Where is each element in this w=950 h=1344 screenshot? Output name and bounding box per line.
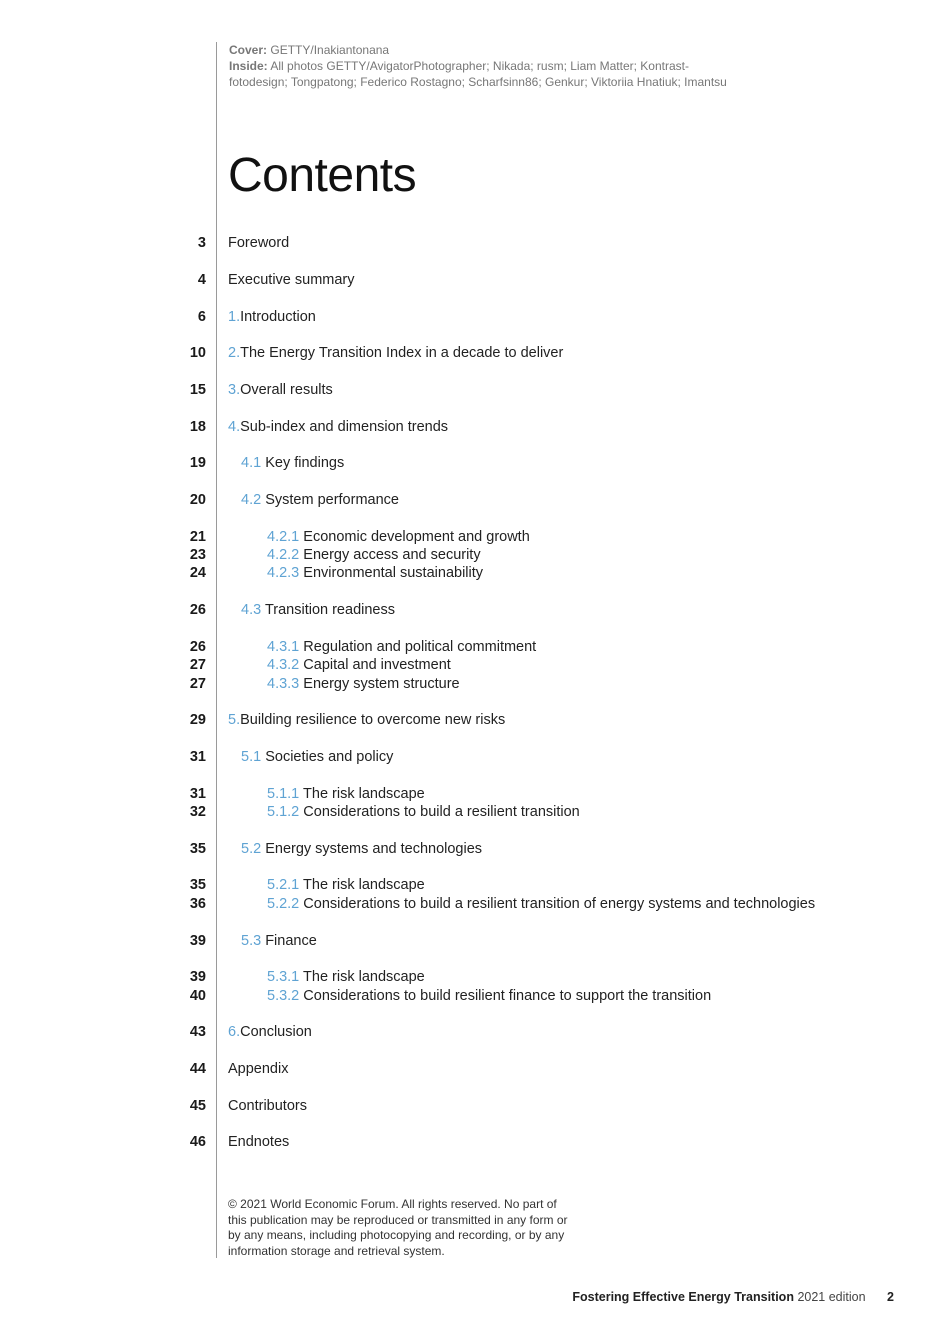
toc-row[interactable]	[0, 453, 950, 473]
toc-section-title: Transition readiness	[264, 602, 395, 618]
toc-row[interactable]	[0, 655, 950, 675]
toc-entry[interactable]	[241, 931, 317, 951]
toc-row[interactable]	[0, 417, 950, 437]
toc-page-number: 44	[189, 1061, 206, 1077]
toc-entry[interactable]	[267, 784, 425, 804]
toc-row[interactable]	[0, 784, 950, 804]
toc-row[interactable]	[0, 637, 950, 657]
toc-row[interactable]	[0, 747, 950, 767]
toc-page-number: 27	[189, 676, 206, 692]
toc-section-title: Energy access and security	[303, 547, 481, 563]
toc-section-title: Finance	[265, 933, 317, 949]
toc-section-number: 2.	[228, 345, 241, 361]
toc-row[interactable]	[0, 967, 950, 987]
toc-section-title: Executive summary	[228, 272, 355, 288]
toc-page-number: 24	[189, 565, 206, 581]
cover-credit-text: GETTY/Inakiantonana	[270, 43, 390, 57]
toc-page-number: 26	[189, 639, 206, 655]
toc-section-title: The risk landscape	[303, 786, 425, 802]
toc-page-number: 43	[189, 1024, 206, 1040]
inside-credit-text-line-2: fotodesign; Tongpatong; Federico Rostagno; Scharfsinn86; Genkur; Viktoriia Hnatiuk; Imantsu	[229, 75, 727, 89]
toc-section-number: 5.3.2	[267, 988, 300, 1004]
toc-entry[interactable]	[267, 967, 425, 987]
toc-section-number: 4.3.1	[267, 639, 300, 655]
toc-page-number: 3	[197, 235, 206, 251]
footer-page-number: 2	[887, 1290, 894, 1304]
toc-section-number: 5.1	[241, 749, 262, 765]
toc-entry[interactable]	[267, 674, 460, 694]
toc-entry[interactable]	[267, 894, 815, 914]
toc-page-number: 18	[189, 419, 206, 435]
toc-entry[interactable]	[228, 233, 289, 253]
toc-page-number: 20	[189, 492, 206, 508]
toc-page-number: 36	[189, 896, 206, 912]
toc-row[interactable]	[0, 931, 950, 951]
toc-entry[interactable]	[228, 1096, 307, 1116]
toc-page-number: 29	[189, 712, 206, 728]
toc-section-number: 4.2	[241, 492, 262, 508]
toc-section-title: Conclusion	[240, 1024, 312, 1040]
toc-section-title: Societies and policy	[265, 749, 394, 765]
toc-page-number: 46	[189, 1134, 206, 1150]
toc-section-number: 6.	[228, 1024, 241, 1040]
inside-credit-label: Inside:	[229, 59, 268, 73]
toc-row[interactable]	[0, 1132, 950, 1152]
toc-entry[interactable]	[241, 490, 399, 510]
toc-entry[interactable]	[228, 307, 316, 327]
toc-entry[interactable]	[267, 545, 481, 565]
toc-entry[interactable]	[228, 417, 448, 437]
toc-page-number: 23	[189, 547, 206, 563]
toc-row[interactable]	[0, 270, 950, 290]
toc-section-title: Sub-index and dimension trends	[240, 419, 449, 435]
toc-entry[interactable]	[228, 343, 563, 363]
toc-section-title: Appendix	[228, 1061, 289, 1077]
toc-section-number: 3.	[228, 382, 241, 398]
toc-section-number: 4.1	[241, 455, 262, 471]
toc-entry[interactable]	[228, 1022, 312, 1042]
toc-page-number: 40	[189, 988, 206, 1004]
toc-section-title: Contributors	[228, 1098, 307, 1114]
toc-section-title: Overall results	[240, 382, 333, 398]
toc-page-number: 10	[189, 345, 206, 361]
photo-credits	[229, 42, 749, 90]
footer-publication-title: Fostering Effective Energy Transition	[572, 1290, 794, 1304]
toc-row[interactable]	[0, 233, 950, 253]
cover-credit-label: Cover:	[229, 43, 268, 57]
toc-entry[interactable]	[228, 1132, 289, 1152]
toc-section-number: 5.1.1	[267, 786, 300, 802]
toc-row[interactable]	[0, 343, 950, 363]
toc-page-number: 26	[189, 602, 206, 618]
toc-section-title: The Energy Transition Index in a decade to deliver	[240, 345, 564, 361]
toc-row[interactable]	[0, 839, 950, 859]
toc-section-title: Endnotes	[228, 1134, 290, 1150]
toc-row[interactable]	[0, 307, 950, 327]
toc-page-number: 39	[189, 933, 206, 949]
toc-row[interactable]	[0, 380, 950, 400]
toc-row[interactable]	[0, 527, 950, 547]
toc-section-title: Regulation and political commitment	[303, 639, 537, 655]
toc-section-title: The risk landscape	[303, 877, 425, 893]
toc-row[interactable]	[0, 894, 950, 914]
toc-row[interactable]	[0, 802, 950, 822]
toc-section-title: The risk landscape	[303, 969, 425, 985]
toc-section-title: Key findings	[265, 455, 345, 471]
toc-page-number: 15	[189, 382, 206, 398]
toc-entry[interactable]	[267, 527, 530, 547]
page-footer	[572, 1290, 894, 1304]
toc-row[interactable]	[0, 563, 950, 583]
toc-row[interactable]	[0, 1096, 950, 1116]
toc-row[interactable]	[0, 545, 950, 565]
toc-row[interactable]	[0, 490, 950, 510]
toc-section-title: Capital and investment	[303, 657, 451, 673]
toc-section-title: Economic development and growth	[303, 529, 530, 545]
toc-section-number: 4.2.3	[267, 565, 300, 581]
toc-row[interactable]	[0, 1059, 950, 1079]
toc-row[interactable]	[0, 1022, 950, 1042]
toc-entry[interactable]	[241, 839, 482, 859]
toc-entry[interactable]	[241, 600, 395, 620]
toc-section-number: 5.1.2	[267, 804, 300, 820]
toc-page-number: 19	[189, 455, 206, 471]
toc-row[interactable]	[0, 986, 950, 1006]
toc-page-number: 39	[189, 969, 206, 985]
copyright-notice: © 2021 World Economic Forum. All rights reserved. No part of this publication may be reproduced or transmitted in any form or by any means, including photocopying and recording, or by any information storage and retrieval system.	[228, 1197, 568, 1258]
toc-section-title: Introduction	[240, 309, 316, 325]
toc-section-title: Considerations to build a resilient transition	[303, 804, 580, 820]
toc-section-number: 5.2	[241, 841, 262, 857]
toc-page-number: 45	[189, 1098, 206, 1114]
toc-section-title: Energy systems and technologies	[265, 841, 483, 857]
toc-section-title: Energy system structure	[303, 676, 460, 692]
toc-entry[interactable]	[267, 655, 451, 675]
toc-section-number: 4.3	[241, 602, 262, 618]
toc-page-number: 35	[189, 877, 206, 893]
toc-section-title: Environmental sustainability	[303, 565, 484, 581]
toc-entry[interactable]	[267, 563, 483, 583]
inside-credit-text-line-1: All photos GETTY/AvigatorPhotographer; Nikada; rusm; Liam Matter; Kontrast-	[270, 59, 689, 73]
toc-section-number: 4.2.2	[267, 547, 300, 563]
toc-page-number: 31	[189, 786, 206, 802]
toc-section-title: Foreword	[228, 235, 290, 251]
toc-entry[interactable]	[241, 747, 393, 767]
toc-section-number: 5.3.1	[267, 969, 300, 985]
toc-entry[interactable]	[228, 270, 355, 290]
toc-page-number: 31	[189, 749, 206, 765]
toc-section-number: 4.3.3	[267, 676, 300, 692]
toc-page-number: 32	[189, 804, 206, 820]
toc-section-number: 5.	[228, 712, 241, 728]
toc-page-number: 4	[197, 272, 206, 288]
toc-section-number: 5.2.2	[267, 896, 300, 912]
toc-row[interactable]	[0, 875, 950, 895]
toc-entry[interactable]	[267, 637, 536, 657]
toc-section-number: 5.2.1	[267, 877, 300, 893]
toc-section-title: Building resilience to overcome new risks	[240, 712, 506, 728]
page-title: Contents	[228, 149, 417, 202]
toc-page-number: 35	[189, 841, 206, 857]
toc-entry[interactable]	[267, 802, 580, 822]
toc-section-number: 1.	[228, 309, 241, 325]
toc-section-number: 4.3.2	[267, 657, 300, 673]
toc-section-title: Considerations to build resilient finance to support the transition	[303, 988, 712, 1004]
toc-entry[interactable]	[228, 710, 505, 730]
toc-row[interactable]	[0, 710, 950, 730]
toc-section-number: 4.2.1	[267, 529, 300, 545]
toc-section-number: 4.	[228, 419, 241, 435]
toc-section-title: System performance	[265, 492, 399, 508]
toc-page-number: 21	[189, 529, 206, 545]
toc-entry[interactable]	[228, 380, 333, 400]
toc-page-number: 27	[189, 657, 206, 673]
toc-page-number: 6	[197, 309, 206, 325]
toc-entry[interactable]	[267, 875, 425, 895]
toc-entry[interactable]	[241, 453, 344, 473]
toc-entry[interactable]	[228, 1059, 288, 1079]
toc-section-title: Considerations to build a resilient transition of energy systems and technologies	[303, 896, 816, 912]
toc-row[interactable]	[0, 674, 950, 694]
toc-entry[interactable]	[267, 986, 711, 1006]
toc-section-number: 5.3	[241, 933, 262, 949]
toc-row[interactable]	[0, 600, 950, 620]
footer-edition: 2021 edition	[797, 1290, 866, 1304]
